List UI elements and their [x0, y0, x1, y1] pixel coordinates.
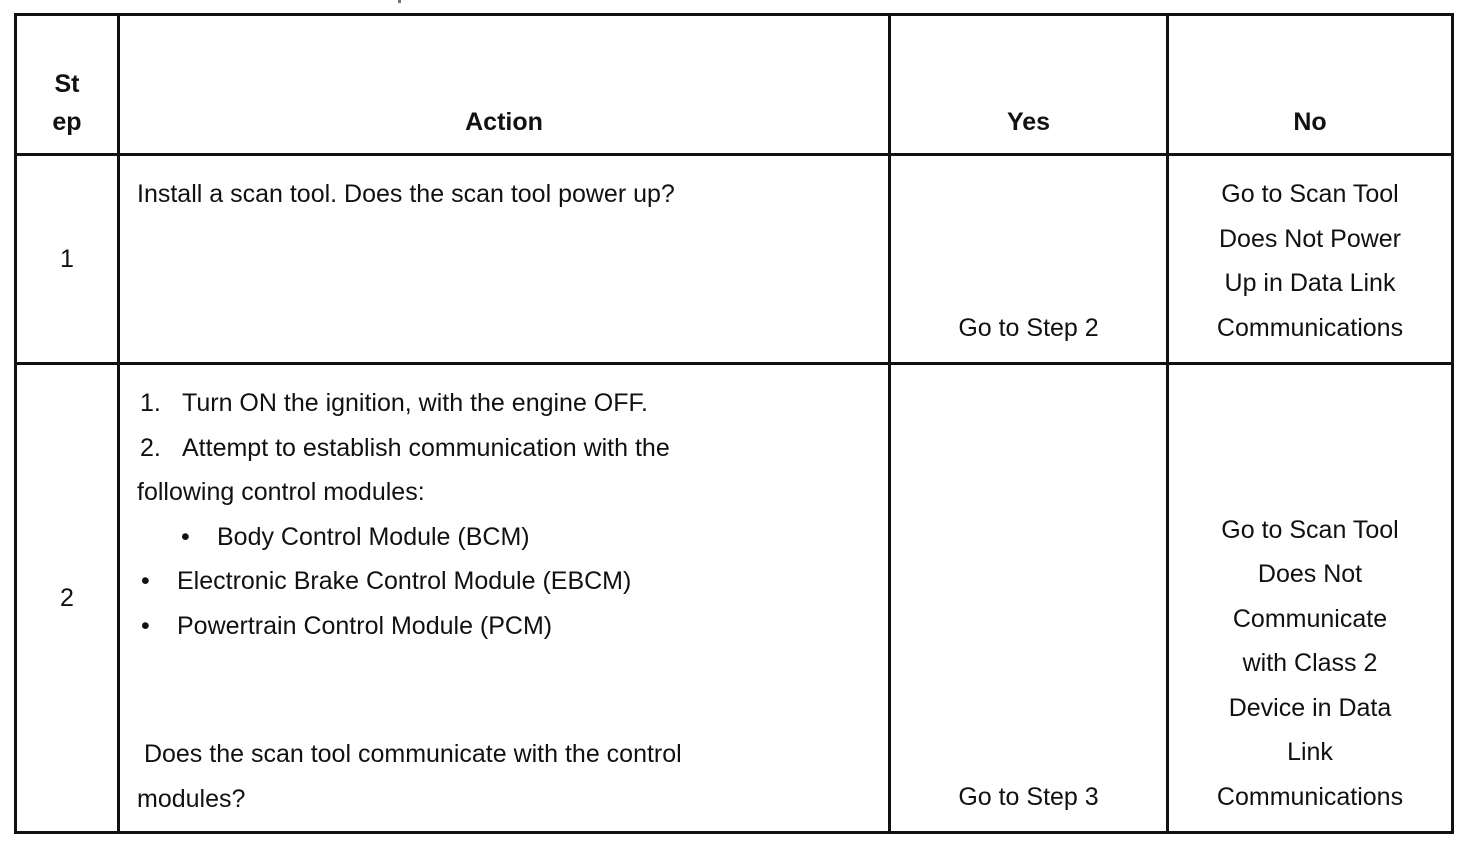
yes-result: Go to Step 3	[890, 364, 1168, 833]
item-number: 1.	[140, 389, 161, 417]
header-no: No	[1168, 15, 1453, 155]
bullet-text: Powertrain Control Module (PCM)	[177, 611, 553, 640]
bullet-item	[137, 515, 888, 560]
diagnostic-procedure-table	[14, 13, 1454, 834]
item-text: Turn ON the ignition, with the engine OFF.	[182, 389, 648, 417]
no-result-line: Communications	[1216, 313, 1404, 342]
bullet-item	[137, 559, 888, 604]
blank-space	[137, 648, 888, 732]
no-result-line: Does Not	[1257, 560, 1363, 588]
bullet-item	[137, 604, 888, 649]
bullet-text: Electronic Brake Control Module (EBCM)	[177, 567, 632, 595]
question-text: Does the scan tool communicate with the control	[137, 740, 682, 768]
table-row	[16, 155, 1453, 364]
item-text: Attempt to establish communication with the	[182, 433, 670, 462]
question-text: modules?	[137, 784, 246, 813]
no-result-line: Go to Scan Tool	[1221, 515, 1399, 544]
header-action: Action	[119, 15, 890, 155]
header-step-line-2: ep	[52, 108, 82, 136]
bullet-marker: •	[141, 611, 150, 640]
header-step	[16, 15, 119, 155]
no-result-line: Does Not Power	[1218, 224, 1402, 253]
no-result	[1168, 364, 1453, 833]
yes-result: Go to Step 2	[890, 155, 1168, 364]
bullet-text: Body Control Module (BCM)	[217, 522, 530, 551]
continuation-text: following control modules:	[137, 478, 425, 506]
table-header-row	[16, 15, 1453, 155]
bullet-marker: •	[141, 567, 150, 595]
header-yes: Yes	[890, 15, 1168, 155]
no-result-line: Communications	[1216, 782, 1404, 811]
action-cell	[119, 155, 890, 364]
action-cell	[119, 364, 890, 833]
action-text: Install a scan tool. Does the scan tool power up?	[137, 180, 675, 208]
no-result-line: Device in Data	[1228, 693, 1392, 722]
stray-mark	[398, 0, 401, 3]
no-result-line: Go to Scan Tool	[1221, 180, 1399, 208]
step-number: 2	[16, 364, 119, 833]
step-number: 1	[16, 155, 119, 364]
no-result-line: with Class 2	[1242, 649, 1378, 677]
no-result-line: Up in Data Link	[1224, 269, 1396, 297]
table-row	[16, 364, 1453, 833]
no-result-line: Communicate	[1232, 604, 1388, 633]
item-number: 2.	[140, 433, 161, 462]
no-result	[1168, 155, 1453, 364]
no-result-line: Link	[1287, 738, 1333, 766]
header-step-line-1: St	[54, 70, 80, 98]
numbered-item	[137, 426, 888, 471]
numbered-item	[137, 381, 888, 426]
bullet-marker: •	[181, 522, 190, 551]
